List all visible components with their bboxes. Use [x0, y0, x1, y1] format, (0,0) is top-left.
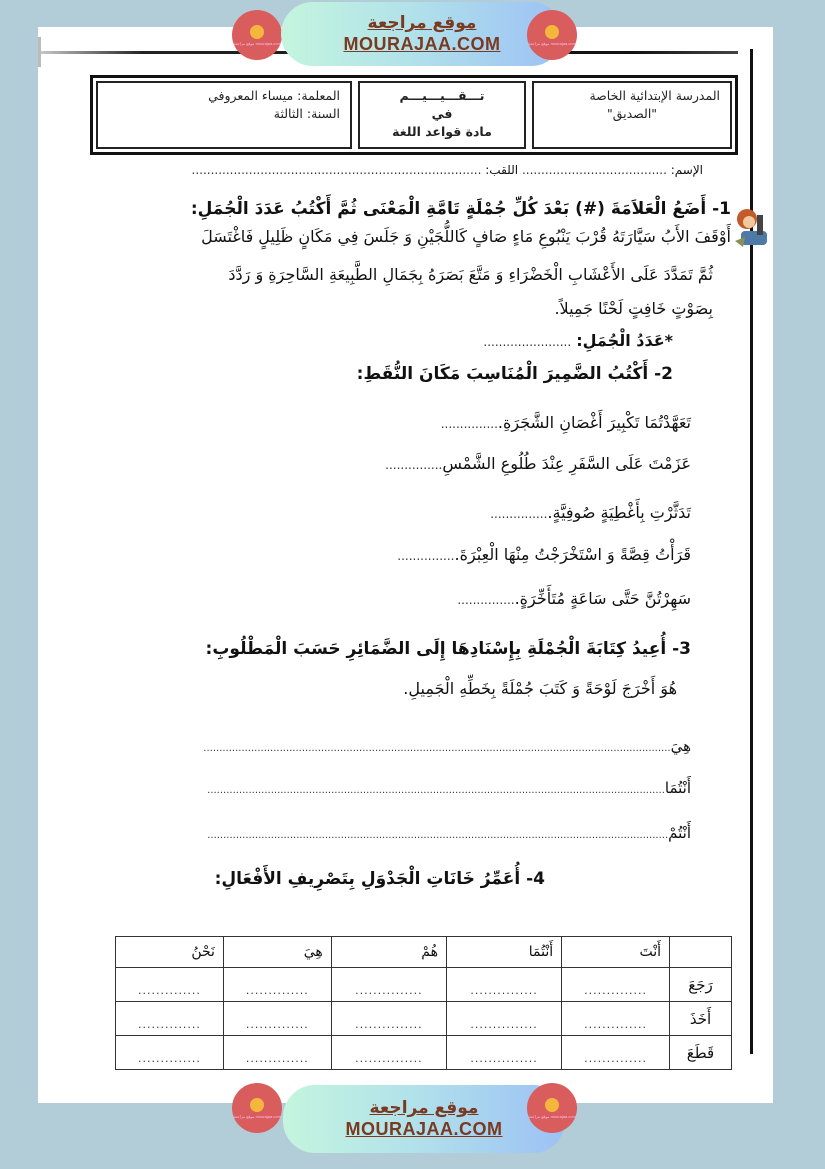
q3-sentence: هُوَ أَخْرَجَ لَوْحَةً وَ كَتَبَ جُمْلَةً بِخَطِّهِ الْجَمِيلِ.: [403, 679, 677, 698]
q3-pronoun: هِيَ: [670, 737, 691, 755]
school-name: "الصديق": [606, 106, 658, 121]
student-name-line: [118, 163, 703, 177]
answer-cell[interactable]: ..............: [116, 1036, 224, 1070]
q3-prompt-line: [91, 737, 691, 755]
worksheet-header: [90, 75, 738, 155]
q1-title: 1- أَضَعُ الْعَلاَمَةَ (#) بَعْدَ كُلِّ جُمْلَةٍ تَامَّةِ الْمَعْنَى ثُمَّ أَكْتُبُ عَدَدَ الْجُمَلِ:: [190, 199, 731, 219]
answer-cell[interactable]: ..............: [116, 968, 224, 1002]
verb-cell: رَجَعَ: [670, 968, 732, 1002]
q3-answer-field[interactable]: ................................................................................................................................................: [207, 785, 665, 796]
book-icon: [545, 25, 559, 39]
q2-answer-field[interactable]: ...............: [385, 458, 443, 472]
worksheet-title: تـــقـــيـــيـــم: [399, 88, 485, 103]
site-badge-bottom[interactable]: [283, 1085, 565, 1153]
name-label: الإسم:: [670, 163, 703, 177]
table-header-cell: [670, 937, 732, 968]
q3-title: 3- أُعِيدُ كِتَابَةَ الْجُمْلَةِ بِإِسْنَادِهَا إِلَى الضَّمَائِرِ حَسَبَ الْمَطْلُوبِ:: [205, 639, 691, 659]
table-header-row: [116, 937, 732, 968]
surname-field[interactable]: ............................................................................: [191, 163, 482, 177]
table-row: [116, 968, 732, 1002]
left-border-mark: [38, 37, 41, 67]
answer-cell[interactable]: ...............: [446, 968, 561, 1002]
q2-item: تَدَثَّرْتِ بِأَغْطِيَةٍ صُوفِيَّةٍ................: [490, 503, 691, 522]
table-header-cell: هِيَ: [223, 937, 331, 968]
answer-cell[interactable]: ..............: [562, 1002, 670, 1036]
book-icon: [250, 1098, 264, 1112]
name-field[interactable]: ......................................: [521, 163, 667, 177]
worksheet-page: [38, 27, 773, 1103]
subject-label: مادة قواعد اللغة: [392, 124, 492, 139]
table-header-cell: أَنْتَ: [562, 937, 670, 968]
teacher-label: المعلمة: ميساء المعروفي: [208, 88, 340, 103]
answer-cell[interactable]: ...............: [331, 1036, 446, 1070]
answer-cell[interactable]: ...............: [446, 1002, 561, 1036]
table-row: [116, 1036, 732, 1070]
verb-cell: أَخَذَ: [670, 1002, 732, 1036]
answer-cell[interactable]: ..............: [562, 1036, 670, 1070]
answer-cell[interactable]: ...............: [331, 1002, 446, 1036]
q2-item: قَرَأْتُ قِصَّةً وَ اسْتَخْرَجْتُ مِنْهَا الْعِبْرَةَ................: [397, 545, 691, 564]
conjugation-table: [115, 936, 732, 1070]
school-label: المدرسة الإبتدائية الخاصة: [589, 88, 720, 103]
q3-prompt-line: [91, 824, 691, 842]
q2-answer-field[interactable]: ...............: [440, 417, 498, 431]
q2-answer-field[interactable]: ...............: [490, 507, 548, 521]
title-cell: [358, 81, 526, 149]
answer-cell[interactable]: ...............: [446, 1036, 561, 1070]
table-header-cell: أَنْتُمَا: [446, 937, 561, 968]
year-label: السنة: الثالثة: [273, 106, 340, 121]
q1-paragraph-line-1: أَوْقَفَ الأَبُ سَيَّارَتَهُ قُرْبَ يَنْبُوعِ مَاءٍ صَافٍ كَاللُّجَيْنِ وَ جَلَسَ فِي مَكَانٍ ظَلِيلٍ فَاغْتَسَلَ: [201, 227, 731, 246]
right-border-rule: [750, 49, 753, 1054]
table-row: [116, 1002, 732, 1036]
verb-cell: قَطَعَ: [670, 1036, 732, 1070]
answer-cell[interactable]: ...............: [331, 968, 446, 1002]
answer-cell[interactable]: ..............: [223, 1002, 331, 1036]
site-logo-coin-left: موقع مراجعة mourajaa.com: [232, 1083, 282, 1133]
q1-paragraph-line-3: بِصَوْتٍ خَافِتٍ لَحْنًا جَمِيلاً.: [554, 299, 713, 318]
book-icon: [250, 25, 264, 39]
student-cartoon-icon: [733, 207, 775, 255]
q2-answer-field[interactable]: ...............: [397, 549, 455, 563]
q1-paragraph-line-2: ثُمَّ تَمَدَّدَ عَلَى الأَعْشَابِ الْخَضْرَاءِ وَ مَتَّعَ بَصَرَهُ بِجَمَالِ الطَّبِيعَةِ السَّاحِرَةِ وَ رَدَّدَ: [228, 265, 713, 284]
site-logo-coin-right: موقع مراجعة mourajaa.com: [527, 10, 577, 60]
site-badge-top[interactable]: [281, 2, 563, 66]
q2-title: 2- أَكْتُبُ الضَّمِيرَ الْمُنَاسِبَ مَكَانَ النُّقَطِ:: [356, 364, 673, 384]
answer-cell[interactable]: ..............: [562, 968, 670, 1002]
site-logo-coin-left: موقع مراجعة mourajaa.com: [232, 10, 282, 60]
surname-label: اللقب:: [485, 163, 519, 177]
q1-count-label: *عَدَدُ الْجُمَلِ:: [576, 331, 673, 350]
answer-cell[interactable]: ..............: [223, 968, 331, 1002]
title-in: في: [431, 106, 453, 121]
q3-pronoun: أَنْتُمْ: [668, 824, 691, 842]
answer-cell[interactable]: ..............: [116, 1002, 224, 1036]
q3-prompt-line: [91, 779, 691, 797]
q3-answer-field[interactable]: .................................................................................................................................................: [207, 830, 669, 841]
q4-title: 4- أُعَمِّرُ خَانَاتِ الْجَدْوَلِ بِتَصْرِيفِ الأَفْعَالِ:: [214, 869, 545, 889]
site-logo-coin-right: موقع مراجعة mourajaa.com: [527, 1083, 577, 1133]
site-badge-latin: MOURAJAA.COM: [343, 34, 501, 54]
site-badge-arabic: موقع مراجعة: [367, 13, 477, 33]
q2-item: سَهِرْتُنَّ حَتَّى سَاعَةٍ مُتَأَخِّرَةٍ................: [457, 589, 691, 608]
q3-answer-field[interactable]: ...................................................................................................................................................: [203, 743, 671, 754]
q1-count-line: [483, 331, 673, 350]
q1-count-field[interactable]: .......................: [483, 335, 572, 349]
site-badge-arabic: موقع مراجعة: [369, 1098, 479, 1118]
site-badge-latin: MOURAJAA.COM: [345, 1119, 503, 1139]
q2-item: تَعَهَّدْتُمَا تَكْبِيرَ أَغْصَانِ الشَّجَرَةِ................: [440, 413, 691, 432]
table-header-cell: هُمْ: [331, 937, 446, 968]
table-header-cell: نَحْنُ: [116, 937, 224, 968]
answer-cell[interactable]: ..............: [223, 1036, 331, 1070]
school-cell: [532, 81, 732, 149]
q2-answer-field[interactable]: ...............: [457, 593, 515, 607]
q2-item: عَزَمْتَ عَلَى السَّفَرِ عِنْدَ طُلُوعِ الشَّمْسِ...............: [385, 454, 691, 473]
teacher-cell: [96, 81, 352, 149]
q3-pronoun: أَنْتُمَا: [664, 779, 691, 797]
book-icon: [545, 1098, 559, 1112]
